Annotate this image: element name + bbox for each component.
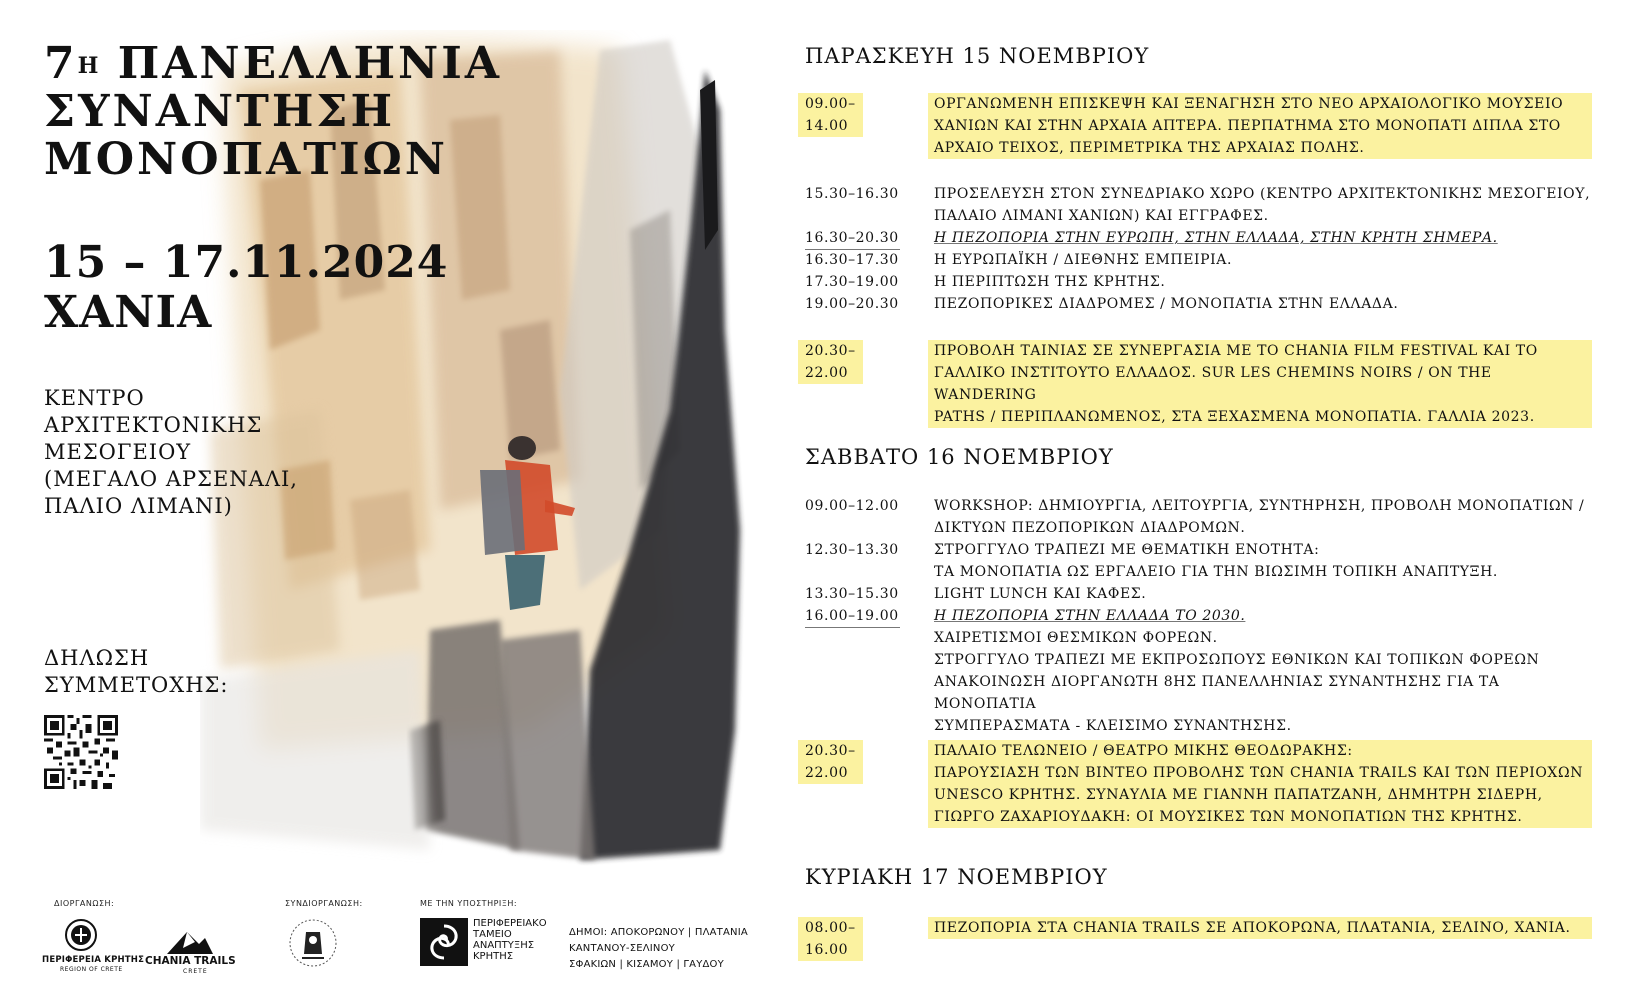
item-line: WORKSHOP: ΔΗΜΙΟΥΡΓΙΑ, ΛΕΙΤΟΥΡΓΙΑ, ΣΥΝΤΗΡΗΣΗ, ΠΡΟΒΟΛΗ ΜΟΝΟΠΑΤΙΩΝ / bbox=[934, 498, 1585, 514]
item-line: ΣΥΜΠΕΡΑΣΜΑΤΑ - ΚΛΕΙΣΙΜΟ ΣΥΝΑΝΤΗΣΗΣ. bbox=[934, 718, 1292, 734]
municipality-of-chania-seal-icon bbox=[288, 918, 338, 968]
chania-trails-mountain-icon bbox=[165, 928, 215, 956]
item-time: 13.30–15.30 bbox=[805, 586, 899, 602]
hiker-head bbox=[508, 436, 536, 460]
organizer-label: ΔΙΟΡΓΑΝΩΣΗ: bbox=[54, 899, 115, 908]
item-line: ΔΙΚΤΥΩΝ ΠΕΖΟΠΟΡΙΚΩΝ ΔΙΑΔΡΟΜΩΝ. bbox=[934, 520, 1246, 536]
item-description bbox=[934, 539, 1592, 583]
development-fund-logo-icon bbox=[420, 918, 468, 966]
item-description bbox=[934, 605, 1592, 737]
item-line: ΠΑΛΑΙΟ ΤΕΛΩΝΕΙΟ / ΘΕΑΤΡΟ ΜΙΚΗΣ ΘΕΟΔΩΡΑΚΗΣ: bbox=[934, 743, 1353, 759]
event-title bbox=[44, 40, 502, 184]
item-description: ΠΕΖΟΠΟΡΙΑ ΣΤΑ CHANIA TRAILS ΣΕ ΑΠΟΚΟΡΩΝΑ, ΠΛΑΤΑΝΙΑ, ΣΕΛΙΝΟ, ΧΑΝΙΑ. bbox=[928, 917, 1592, 939]
item-time: 09.00–12.00 bbox=[805, 498, 899, 514]
item-time: 19.00–20.30 bbox=[805, 296, 899, 312]
hiker-backpack bbox=[480, 470, 525, 555]
item-line: ΠΡΟΣΕΛΕΥΣΗ ΣΤΟΝ ΣΥΝΕΔΡΙΑΚΟ ΧΩΡΟ (ΚΕΝΤΡΟ ΑΡΧΙΤΕΚΤΟΝΙΚΗΣ ΜΕΣΟΓΕΙΟΥ, bbox=[934, 186, 1591, 202]
poster-left-panel bbox=[0, 0, 780, 1000]
crete-region-name: ΠΕΡΙΦΕΡΕΙΑ ΚΡΗΤΗΣ bbox=[42, 955, 145, 965]
municipalities-line: ΔΗΜΟΙ: ΑΠΟΚΟΡΩΝΟΥ | ΠΛΑΤΑΝΙΑ bbox=[569, 927, 748, 938]
chania-trails-subtitle: CRETE bbox=[183, 968, 208, 975]
item-description bbox=[934, 183, 1592, 227]
title-line-3: ΜΟΝΟΠΑΤΙΩΝ bbox=[44, 134, 448, 185]
item-line: UNESCO ΚΡΗΤΗΣ. ΣΥΝΑΥΛΙΑ ΜΕ ΓΙΑΝΝΗ ΠΑΠΑΤΖΑΝΗ, ΔΗΜΗΤΡΗ ΣΙΔΕΡΗ, bbox=[934, 787, 1543, 803]
hiker-legs bbox=[505, 555, 545, 610]
item-time: 15.30–16.30 bbox=[805, 186, 899, 202]
item-line: ΧΑΙΡΕΤΙΣΜΟΙ ΘΕΣΜΙΚΩΝ ΦΟΡΕΩΝ. bbox=[934, 630, 1218, 646]
item-time: 17.30–19.00 bbox=[805, 274, 899, 290]
item-line: ΟΡΓΑΝΩΜΕΝΗ ΕΠΙΣΚΕΨΗ ΚΑΙ ΞΕΝΑΓΗΣΗ ΣΤΟ ΝΕΟ ΑΡΧΑΙΟΛΟΓΙΚΟ ΜΟΥΣΕΙΟ bbox=[934, 96, 1564, 112]
item-description bbox=[928, 740, 1592, 828]
item-line: ΠΑΛΑΙΟ ΛΙΜΑΝΙ ΧΑΝΙΩΝ) ΚΑΙ ΕΓΓΡΑΦΕΣ. bbox=[934, 208, 1269, 224]
event-dates-block bbox=[44, 238, 448, 338]
item-description: Η ΠΕΖΟΠΟΡΙΑ ΣΤΗΝ ΕΥΡΩΠΗ, ΣΤΗΝ ΕΛΛΑΔΑ, ΣΤΗΝ ΚΡΗΤΗ ΣΗΜΕΡΑ. bbox=[934, 230, 1498, 246]
fund-line: ΚΡΗΤΗΣ bbox=[473, 951, 514, 962]
item-time: 20.30–22.00 bbox=[798, 340, 863, 384]
support-label: ΜΕ ΤΗΝ ΥΠΟΣΤΗΡΙΞΗ: bbox=[420, 899, 518, 908]
title-line-2: ΣΥΝΑΝΤΗΣΗ bbox=[44, 86, 396, 137]
item-line: ΓΙΩΡΓΟ ΖΑΧΑΡΙΟΥΔΑΚΗ: ΟΙ ΜΟΥΣΙΚΕΣ ΤΩΝ ΜΟΝΟΠΑΤΙΩΝ ΤΗΣ ΚΡΗΤΗΣ. bbox=[934, 809, 1523, 825]
day-heading-sunday: ΚΥΡΙΑΚΗ 17 ΝΟΕΜΒΡΙΟΥ bbox=[805, 865, 1108, 889]
title-ordinal: Η bbox=[77, 53, 100, 79]
item-line: ΑΡΧΑΙΟ ΤΕΙΧΟΣ, ΠΕΡΙΜΕΤΡΙΚΑ ΤΗΣ ΑΡΧΑΙΑΣ ΠΟΛΗΣ. bbox=[934, 140, 1365, 156]
item-time: 16.30–17.30 bbox=[805, 252, 899, 268]
fund-line: ΤΑΜΕΙΟ bbox=[473, 929, 512, 940]
title-number: 7 bbox=[44, 38, 78, 89]
venue-line: ΠΑΛΙΟ ΛΙΜΑΝΙ) bbox=[44, 494, 233, 518]
municipalities-line: ΣΦΑΚΙΩΝ | ΚΙΣΑΜΟΥ | ΓΑΥΔΟΥ bbox=[569, 959, 724, 970]
item-line: ΑΝΑΚΟΙΝΩΣΗ ΔΙΟΡΓΑΝΩΤΗ 8ΗΣ ΠΑΝΕΛΛΗΝΙΑΣ ΣΥΝΑΝΤΗΣΗΣ ΓΙΑ ΤΑ ΜΟΝΟΠΑΤΙΑ bbox=[934, 674, 1500, 712]
item-description bbox=[934, 495, 1592, 539]
crete-region-subtitle: REGION OF CRETE bbox=[60, 966, 123, 973]
item-line: ΣΤΡΟΓΓΥΛΟ ΤΡΑΠΕΖΙ ΜΕ ΘΕΜΑΤΙΚΗ ΕΝΟΤΗΤΑ: bbox=[934, 542, 1320, 558]
chania-trails-name: CHANIA TRAILS bbox=[145, 955, 236, 967]
development-fund-name bbox=[473, 918, 547, 962]
item-description bbox=[928, 340, 1592, 428]
venue-block bbox=[44, 385, 298, 520]
register-line: ΔΗΛΩΣΗ bbox=[44, 646, 150, 670]
item-time: 08.00–16.00 bbox=[798, 917, 863, 961]
item-time: 09.00–14.00 bbox=[798, 93, 863, 137]
municipalities-line: ΚΑΝΤΑΝΟΥ-ΣΕΛΙΝΟΥ bbox=[569, 943, 675, 954]
item-line: ΠΑΡΟΥΣΙΑΣΗ ΤΩΝ ΒΙΝΤΕΟ ΠΡΟΒΟΛΗΣ ΤΩΝ CHANIA TRAILS ΚΑΙ ΤΩΝ ΠΕΡΙΟΧΩΝ bbox=[934, 765, 1584, 781]
item-time: 20.30–22.00 bbox=[798, 740, 863, 784]
venue-line: ΚΕΝΤΡΟ bbox=[44, 386, 145, 410]
item-time: 16.00–19.00 bbox=[805, 605, 900, 628]
item-time: 16.30–20.30 bbox=[805, 227, 900, 250]
item-line: PATHS / ΠΕΡΙΠΛΑΝΩΜΕΝΟΣ, ΣΤΑ ΞΕΧΑΣΜΕΝΑ ΜΟΝΟΠΑΤΙΑ. ΓΑΛΛΙΑ 2023. bbox=[934, 409, 1535, 425]
venue-line: (ΜΕΓΑΛΟ ΑΡΣΕΝΑΛΙ, bbox=[44, 467, 298, 491]
item-description bbox=[928, 93, 1592, 159]
item-description: Η ΠΕΡΙΠΤΩΣΗ ΤΗΣ ΚΡΗΤΗΣ. bbox=[934, 274, 1166, 290]
item-time: 12.30–13.30 bbox=[805, 542, 899, 558]
item-line: ΠΡΟΒΟΛΗ ΤΑΙΝΙΑΣ ΣΕ ΣΥΝΕΡΓΑΣΙΑ ΜΕ ΤΟ CHANIA FILM FESTIVAL ΚΑΙ ΤΟ bbox=[934, 343, 1538, 359]
region-of-crete-emblem-icon bbox=[64, 918, 98, 952]
item-line: ΤΑ ΜΟΝΟΠΑΤΙΑ ΩΣ ΕΡΓΑΛΕΙΟ ΓΙΑ ΤΗΝ ΒΙΩΣΙΜΗ ΤΟΠΙΚΗ ΑΝΑΠΤΥΞΗ. bbox=[934, 564, 1498, 580]
register-line: ΣΥΜΜΕΤΟΧΗΣ: bbox=[44, 673, 229, 697]
item-line-italic: Η ΠΕΖΟΠΟΡΙΑ ΣΤΗΝ ΕΛΛΑΔΑ ΤΟ 2030. bbox=[934, 608, 1246, 624]
program-schedule bbox=[805, 0, 1595, 1000]
item-description: Η ΕΥΡΩΠΑΪΚΗ / ΔΙΕΘΝΗΣ ΕΜΠΕΙΡΙΑ. bbox=[934, 252, 1233, 268]
day-heading-friday: ΠΑΡΑΣΚΕΥΗ 15 ΝΟΕΜΒΡΙΟΥ bbox=[805, 44, 1150, 68]
item-line: ΧΑΝΙΩΝ ΚΑΙ ΣΤΗΝ ΑΡΧΑΙΑ ΑΠΤΕΡΑ. ΠΕΡΠΑΤΗΜΑ ΣΤΟ ΜΟΝΟΠΑΤΙ ΔΙΠΛΑ ΣΤΟ bbox=[934, 118, 1561, 134]
registration-label bbox=[44, 645, 228, 699]
item-description: LIGHT LUNCH ΚΑΙ ΚΑΦΕΣ. bbox=[934, 586, 1147, 602]
registration-qr-code[interactable] bbox=[44, 715, 118, 789]
venue-line: ΑΡΧΙΤΕΚΤΟΝΙΚΗΣ bbox=[44, 413, 263, 437]
fund-line: ΠΕΡΙΦΕΡΕΙΑΚΟ bbox=[473, 918, 547, 929]
fund-line: ΑΝΑΠΤΥΞΗΣ bbox=[473, 940, 535, 951]
item-line: ΓΑΛΛΙΚΟ ΙΝΣΤΙΤΟΥΤΟ ΕΛΛΑΔΟΣ. SUR LES CHEMINS NOIRS / ON THE WANDERING bbox=[934, 365, 1492, 403]
coorganizer-label: ΣΥΝΔΙΟΡΓΑΝΩΣΗ: bbox=[285, 899, 363, 908]
item-description: ΠΕΖΟΠΟΡΙΚΕΣ ΔΙΑΔΡΟΜΕΣ / ΜΟΝΟΠΑΤΙΑ ΣΤΗΝ ΕΛΛΑΔΑ. bbox=[934, 296, 1399, 312]
item-line: ΣΤΡΟΓΓΥΛΟ ΤΡΑΠΕΖΙ ΜΕ ΕΚΠΡΟΣΩΠΟΥΣ ΕΘΝΙΚΩΝ ΚΑΙ ΤΟΠΙΚΩΝ ΦΟΡΕΩΝ bbox=[934, 652, 1540, 668]
title-line-1: ΠΑΝΕΛΛΗΝΙΑ bbox=[99, 38, 502, 89]
day-heading-saturday: ΣΑΒΒΑΤΟ 16 ΝΟΕΜΒΡΙΟΥ bbox=[805, 445, 1114, 469]
venue-line: ΜΕΣΟΓΕΙΟΥ bbox=[44, 440, 192, 464]
event-dates: 15 – 17.11.2024 bbox=[44, 237, 449, 288]
municipalities-list bbox=[569, 925, 748, 973]
event-city: ΧΑΝΙΑ bbox=[44, 287, 213, 338]
